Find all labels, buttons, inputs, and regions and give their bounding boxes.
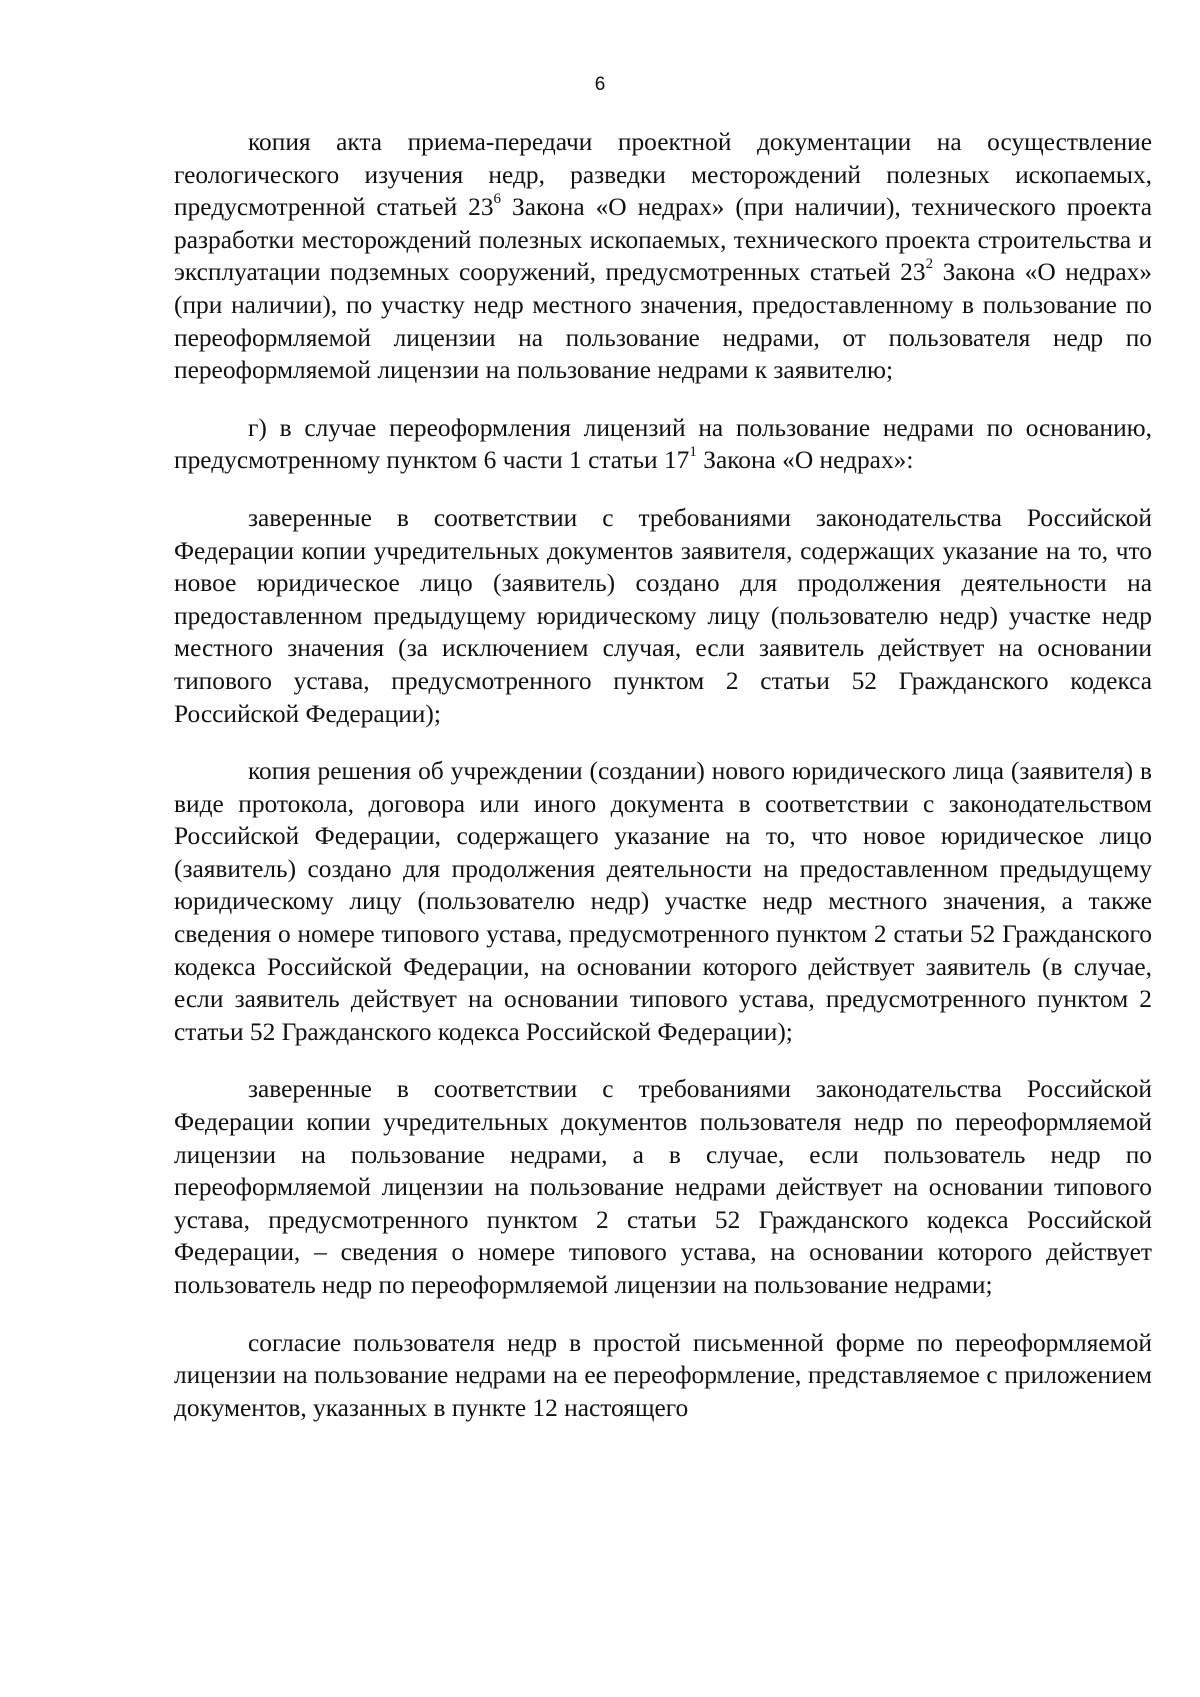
- paragraph-text: Закона «О недрах» (при наличии), технического проекта разработки месторождений полезных ископаемых, технического проекта строительства и эксплуатации подземных сооружений, предусмотренных статьей 23: [174, 193, 1152, 287]
- paragraph-text: Закона «О недрах»:: [696, 446, 914, 475]
- paragraph-applicant-documents: заверенные в соответствии с требованиями законодательства Российской Федерации копии учредительных документов заявителя, содержащих указание на то, что новое юридическое лицо (заявитель) создано для продолжения деятельности на предоставленном предыдущему юридическому лицу (пользователю недр) участке недр местного значения (за исключением случая, если заявитель действует на основании типового устава, предусмотренного пунктом 2 статьи 52 Гражданского кодекса Российской Федерации);: [174, 503, 1152, 728]
- superscript: 2: [925, 255, 934, 272]
- page-number: 6: [594, 74, 606, 95]
- paragraph-user-consent: согласие пользователя недр в простой письменной форме по переоформляемой лицензии на пользование недрами на ее переоформление, представляемое с приложением документов, указанных в пункте 12 настоящего: [174, 1328, 1152, 1422]
- superscript: 6: [493, 190, 502, 207]
- paragraph-text: копия акта приема-передачи проектной документации на осуществление геологического изучения недр, разведки месторождений полезных ископаемых, предусмотренной статьей 23: [174, 128, 1152, 222]
- paragraph-text: Закона «О недрах» (при наличии), по участку недр местного значения, предоставленному в пользование по переоформляемой лицензии на пользование недрами, от пользователя недр по переоформляемой лицензии на пользование недрами к заявителю;: [174, 258, 1152, 385]
- document-body: [174, 126, 1152, 1424]
- paragraph-founding-decision: копия решения об учреждении (создании) нового юридического лица (заявителя) в виде протокола, договора или иного документа в соответствии с законодательством Российской Федерации, содержащего указание на то, что новое юридическое лицо (заявитель) создано для продолжения деятельности на предоставленном предыдущему юридическому лицу (пользователю недр) участке недр местного значения, а также сведения о номере типового устава, предусмотренного пунктом 2 статьи 52 Гражданского кодекса Российской Федерации, на основании которого действует заявитель (в случае, если заявитель действует на основании типового устава, предусмотренного пунктом 2 статьи 52 Гражданского кодекса Российской Федерации);: [174, 757, 1152, 1046]
- paragraph-user-documents: заверенные в соответствии с требованиями законодательства Российской Федерации копии учредительных документов пользователя недр по переоформляемой лицензии на пользование недрами, а в случае, если пользователь недр по переоформляемой лицензии на пользование недрами действует на основании типового устава, предусмотренного пунктом 2 статьи 52 Гражданского кодекса Российской Федерации, – сведения о номере типового устава, на основании которого действует пользователь недр по переоформляемой лицензии на пользование недрами;: [174, 1075, 1152, 1299]
- paragraph-text: г) в случае переоформления лицензий на пользование недрами по основанию, предусмотренному пунктом 6 части 1 статьи 17: [174, 413, 1152, 475]
- paragraph-subclause-g: [174, 412, 1152, 477]
- paragraph-act-copy: [174, 126, 1152, 387]
- superscript: 1: [689, 443, 697, 460]
